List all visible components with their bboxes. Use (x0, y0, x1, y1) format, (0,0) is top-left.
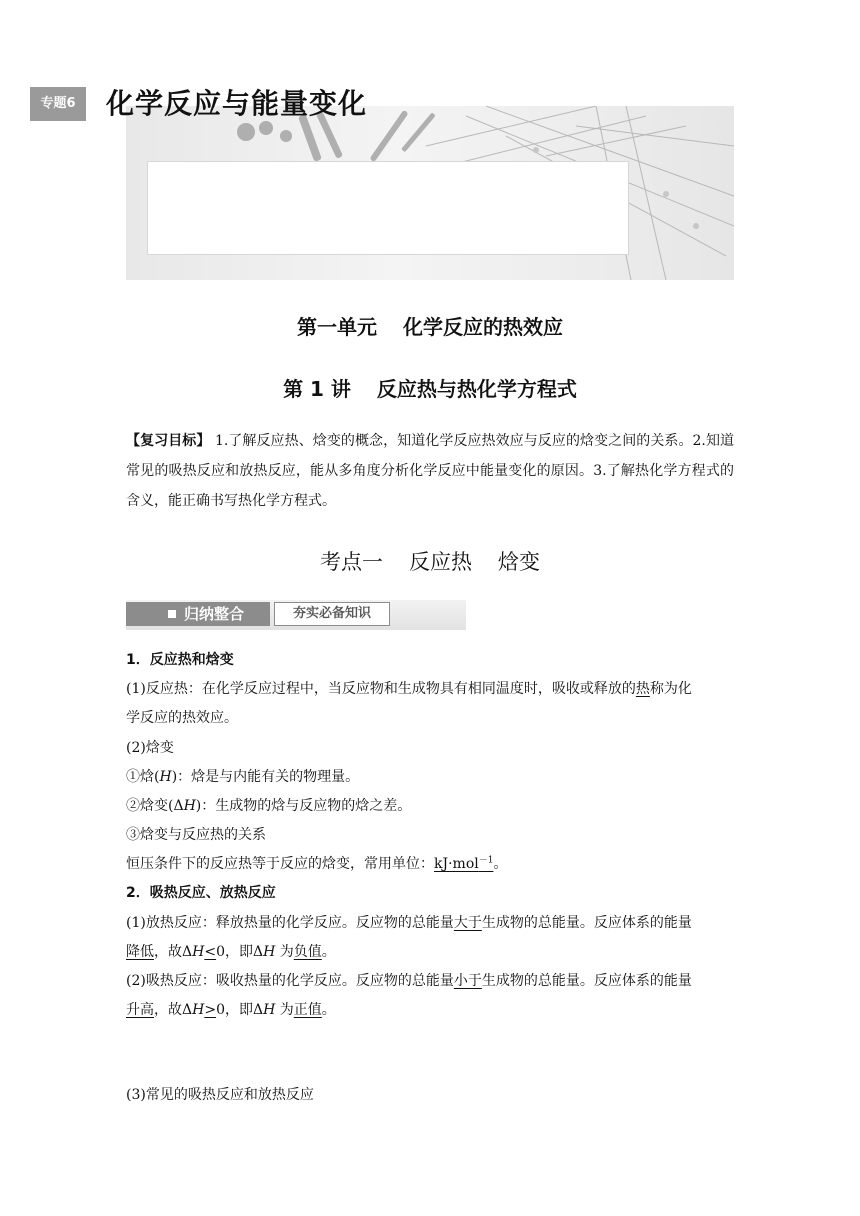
answer-blank: 正值 (293, 1002, 322, 1018)
text-span: 为 (275, 944, 294, 960)
paragraph-endothermic-line2 (126, 999, 734, 1021)
paragraph-reaction-heat-line2: 学反应的热效应。 (126, 710, 238, 726)
item-relation: ③焓变与反应热的关系 (126, 827, 266, 843)
point-name-2: 焓变 (498, 550, 540, 574)
unit-name: 化学反应的热效应 (403, 315, 563, 339)
paragraph-exothermic-line2 (126, 941, 734, 963)
text-span: (1)放热反应：释放热量的化学反应。反应物的总能量 (126, 915, 454, 931)
paragraph-endothermic-line1 (126, 970, 734, 992)
unit-prefix: 第一单元 (297, 315, 377, 339)
unit-title (0, 312, 860, 342)
answer-blank: 大于 (453, 915, 482, 931)
answer-blank: 热 (635, 681, 650, 697)
banner-title-card (148, 162, 628, 254)
answer-blank: > (204, 1002, 217, 1018)
item-enthalpy-change (126, 795, 734, 817)
answer-blank: 负值 (293, 944, 322, 960)
point-name-1: 反应热 (409, 550, 472, 574)
text-span: 恒压条件下的反应热等于反应的焓变，常用单位： (126, 856, 434, 872)
text-span: ，故Δ (154, 944, 193, 960)
chapter-title: 化学反应与能量变化 (106, 87, 368, 120)
section-label-knowledge: 夯实必备知识 (274, 602, 390, 626)
review-goals-tag: 【复习目标】 (126, 433, 211, 449)
lecture-name: 反应热与热化学方程式 (376, 377, 577, 401)
text-span: 生成物的总能量。反应体系的能量 (481, 973, 692, 989)
lecture-prefix: 第 1 讲 (283, 377, 351, 401)
exam-point-title (0, 546, 860, 578)
text-span: 称为化 (649, 681, 692, 697)
review-goals (126, 426, 734, 516)
square-bullet-icon (168, 610, 176, 618)
text-span: (2)吸热反应：吸收热量的化学反应。反应物的总能量 (126, 973, 454, 989)
section-2-title: 2．吸热反应、放热反应 (126, 885, 276, 901)
point-prefix: 考点一 (320, 550, 383, 574)
text-span: )：生成物的焓与反应物的焓之差。 (195, 798, 412, 814)
unit-exponent: －1 (478, 855, 494, 866)
answer-blank: 降低 (126, 944, 154, 960)
section-label-summary (126, 602, 270, 626)
answer-blank: 升高 (126, 1002, 154, 1018)
variable: H (263, 1002, 276, 1018)
text-span: 生成物的总能量。反应体系的能量 (481, 915, 692, 931)
text-span: 。 (321, 944, 336, 960)
item-unit (126, 853, 734, 875)
text-span: 0，即Δ (216, 1002, 264, 1018)
variable: H (192, 1002, 205, 1018)
answer-blank: 小于 (453, 973, 482, 989)
variable: H (183, 798, 196, 814)
text-span: )：焓是与内能有关的物理量。 (171, 769, 360, 785)
text-span: ①焓( (126, 769, 160, 785)
subsection-common-reactions: (3)常见的吸热反应和放热反应 (126, 1087, 314, 1103)
review-goals-text: 1.了解反应热、焓变的概念，知道化学反应热效应与反应的焓变之间的关系。2.知道常见的吸热反应和放热反应，能从多角度分析化学反应中能量变化的原因。3.了解热化学方程式的含义，能正确书写热化学方程式。 (126, 433, 735, 509)
variable: H (263, 944, 276, 960)
text-span: ，故Δ (154, 1002, 193, 1018)
text-span: 。 (493, 856, 508, 872)
section-bar (126, 600, 466, 630)
text-span: 为 (275, 1002, 294, 1018)
text-span: ②焓变(Δ (126, 798, 184, 814)
item-enthalpy (126, 766, 734, 788)
section-1-title: 1．反应热和焓变 (126, 652, 234, 668)
unit-text: kJ·mol (434, 856, 479, 872)
answer-blank (434, 856, 493, 872)
text-span: (1)反应热：在化学反应过程中，当反应物和生成物具有相同温度时，吸收或释放的 (126, 681, 636, 697)
text-span: 。 (321, 1002, 336, 1018)
paragraph-exothermic-line1 (126, 912, 734, 934)
variable: H (192, 944, 205, 960)
topic-badge: 专题6 (30, 87, 86, 121)
subsection-enthalpy-change: (2)焓变 (126, 740, 174, 756)
chapter-banner (126, 106, 734, 280)
section-label-summary-text: 归纳整合 (184, 605, 245, 623)
lecture-title (0, 374, 860, 404)
paragraph-reaction-heat-line1 (126, 678, 734, 700)
answer-blank: < (204, 944, 217, 960)
text-span: 0，即Δ (216, 944, 264, 960)
variable: H (159, 769, 172, 785)
